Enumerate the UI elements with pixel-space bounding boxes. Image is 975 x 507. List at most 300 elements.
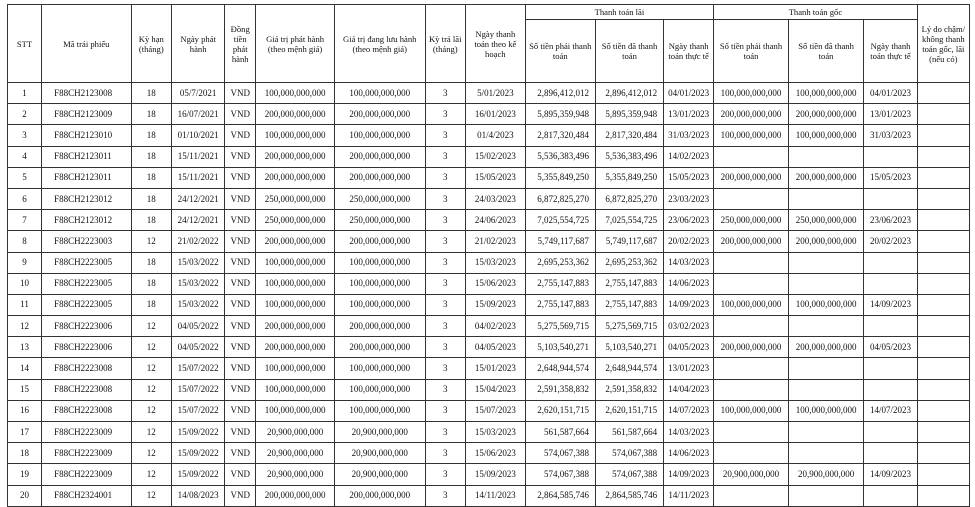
cell-delay-reason [917,210,969,231]
header-currency: Đồng tiền phát hành [225,5,256,83]
cell-outstanding-value: 100,000,000,000 [334,400,425,421]
cell-issue-value: 100,000,000,000 [256,358,335,379]
cell-stt: 9 [8,252,42,273]
cell-term: 12 [131,485,171,506]
table-row [8,464,970,485]
cell-term: 12 [131,231,171,252]
cell-interest-actual-date: 04/05/2023 [664,337,714,358]
cell-interest-actual-date: 14/02/2023 [664,146,714,167]
cell-issue-value: 200,000,000,000 [256,337,335,358]
cell-outstanding-value: 20,900,000,000 [334,443,425,464]
cell-outstanding-value: 200,000,000,000 [334,167,425,188]
cell-outstanding-value: 100,000,000,000 [334,125,425,146]
cell-interest-paid: 2,755,147,883 [595,273,663,294]
cell-stt: 5 [8,167,42,188]
cell-principal-payable [714,358,789,379]
cell-currency: VND [225,231,256,252]
cell-delay-reason [917,125,969,146]
cell-stt: 20 [8,485,42,506]
cell-principal-actual-date: 15/05/2023 [864,167,917,188]
cell-bond-code: F88CH2123008 [42,83,131,104]
cell-term: 12 [131,400,171,421]
cell-principal-paid: 20,900,000,000 [788,464,864,485]
cell-stt: 2 [8,104,42,125]
cell-principal-paid [788,422,864,443]
cell-interest-paid: 2,817,320,484 [595,125,663,146]
cell-issue-value: 100,000,000,000 [256,273,335,294]
cell-bond-code: F88CH2223009 [42,464,131,485]
cell-bond-code: F88CH2223006 [42,337,131,358]
cell-interest-period: 3 [425,104,465,125]
cell-bond-code: F88CH2223009 [42,443,131,464]
cell-issue-date: 15/03/2022 [172,273,225,294]
cell-interest-payable: 7,025,554,725 [525,210,595,231]
header-principal-actual-date: Ngày thanh toán thực tế [864,20,917,83]
cell-interest-period: 3 [425,358,465,379]
cell-principal-actual-date [864,316,917,337]
table-body [8,83,970,507]
cell-principal-paid [788,146,864,167]
cell-bond-code: F88CH2223006 [42,316,131,337]
cell-delay-reason [917,104,969,125]
cell-interest-period: 3 [425,422,465,443]
cell-planned-date: 15/06/2023 [466,443,526,464]
cell-principal-actual-date: 13/01/2023 [864,104,917,125]
cell-bond-code: F88CH2223008 [42,358,131,379]
cell-interest-actual-date: 31/03/2023 [664,125,714,146]
cell-term: 18 [131,188,171,209]
cell-stt: 6 [8,188,42,209]
cell-bond-code: F88CH2123011 [42,146,131,167]
cell-issue-date: 04/05/2022 [172,316,225,337]
cell-currency: VND [225,294,256,315]
cell-bond-code: F88CH2123009 [42,104,131,125]
cell-principal-actual-date [864,188,917,209]
cell-currency: VND [225,379,256,400]
cell-currency: VND [225,252,256,273]
cell-delay-reason [917,146,969,167]
cell-interest-period: 3 [425,273,465,294]
header-principal-paid: Số tiền đã thanh toán [788,20,864,83]
cell-bond-code: F88CH2223009 [42,422,131,443]
cell-principal-actual-date: 14/07/2023 [864,400,917,421]
cell-interest-paid: 574,067,388 [595,443,663,464]
cell-interest-payable: 6,872,825,270 [525,188,595,209]
cell-outstanding-value: 200,000,000,000 [334,104,425,125]
cell-issue-date: 15/03/2022 [172,294,225,315]
cell-issue-value: 200,000,000,000 [256,316,335,337]
cell-interest-period: 3 [425,252,465,273]
cell-currency: VND [225,188,256,209]
cell-bond-code: F88CH2223008 [42,379,131,400]
table-row [8,337,970,358]
cell-principal-actual-date: 31/03/2023 [864,125,917,146]
cell-delay-reason [917,337,969,358]
cell-interest-payable: 2,755,147,883 [525,273,595,294]
cell-principal-paid [788,443,864,464]
cell-issue-date: 15/07/2022 [172,400,225,421]
cell-principal-actual-date: 04/01/2023 [864,83,917,104]
cell-currency: VND [225,167,256,188]
cell-planned-date: 15/03/2023 [466,252,526,273]
cell-issue-date: 15/11/2021 [172,167,225,188]
cell-interest-actual-date: 14/03/2023 [664,252,714,273]
cell-bond-code: F88CH2123010 [42,125,131,146]
cell-issue-value: 20,900,000,000 [256,422,335,443]
cell-term: 12 [131,464,171,485]
table-row [8,422,970,443]
header-issue-value: Giá trị phát hành (theo mệnh giá) [256,5,335,83]
cell-interest-period: 3 [425,294,465,315]
cell-currency: VND [225,464,256,485]
cell-interest-actual-date: 14/06/2023 [664,443,714,464]
cell-issue-date: 15/07/2022 [172,379,225,400]
cell-interest-paid: 5,103,540,271 [595,337,663,358]
cell-bond-code: F88CH2123011 [42,167,131,188]
cell-principal-payable [714,422,789,443]
cell-currency: VND [225,125,256,146]
table-row [8,485,970,506]
cell-issue-value: 100,000,000,000 [256,83,335,104]
table-row [8,358,970,379]
cell-outstanding-value: 200,000,000,000 [334,337,425,358]
cell-interest-actual-date: 14/07/2023 [664,400,714,421]
cell-delay-reason [917,273,969,294]
cell-principal-actual-date [864,146,917,167]
cell-stt: 7 [8,210,42,231]
cell-planned-date: 15/05/2023 [466,167,526,188]
cell-interest-payable: 2,864,585,746 [525,485,595,506]
cell-principal-paid [788,358,864,379]
cell-interest-payable: 574,067,388 [525,464,595,485]
table-row [8,188,970,209]
cell-currency: VND [225,358,256,379]
cell-interest-paid: 2,896,412,012 [595,83,663,104]
cell-principal-paid: 250,000,000,000 [788,210,864,231]
cell-currency: VND [225,337,256,358]
cell-bond-code: F88CH2223003 [42,231,131,252]
cell-stt: 17 [8,422,42,443]
cell-principal-payable [714,252,789,273]
cell-principal-actual-date [864,252,917,273]
cell-interest-payable: 2,896,412,012 [525,83,595,104]
cell-outstanding-value: 100,000,000,000 [334,379,425,400]
cell-delay-reason [917,316,969,337]
cell-currency: VND [225,316,256,337]
cell-interest-period: 3 [425,316,465,337]
cell-interest-period: 3 [425,83,465,104]
cell-principal-actual-date: 04/05/2023 [864,337,917,358]
cell-outstanding-value: 200,000,000,000 [334,231,425,252]
header-principal-payable: Số tiền phải thanh toán [714,20,789,83]
table-row [8,167,970,188]
cell-interest-actual-date: 23/06/2023 [664,210,714,231]
table-row [8,400,970,421]
table-row [8,104,970,125]
cell-principal-payable: 250,000,000,000 [714,210,789,231]
cell-principal-paid [788,379,864,400]
cell-principal-payable [714,316,789,337]
cell-bond-code: F88CH2123012 [42,210,131,231]
cell-outstanding-value: 250,000,000,000 [334,210,425,231]
header-interest-actual-date: Ngày thanh toán thực tế [664,20,714,83]
cell-interest-payable: 2,648,944,574 [525,358,595,379]
cell-interest-payable: 5,895,359,948 [525,104,595,125]
cell-delay-reason [917,83,969,104]
cell-issue-date: 15/03/2022 [172,252,225,273]
cell-principal-payable: 100,000,000,000 [714,294,789,315]
cell-interest-paid: 2,864,585,746 [595,485,663,506]
cell-term: 12 [131,379,171,400]
cell-planned-date: 15/02/2023 [466,146,526,167]
cell-planned-date: 15/09/2023 [466,464,526,485]
cell-principal-payable: 200,000,000,000 [714,337,789,358]
cell-stt: 15 [8,379,42,400]
cell-issue-value: 250,000,000,000 [256,210,335,231]
cell-interest-period: 3 [425,125,465,146]
cell-stt: 12 [8,316,42,337]
cell-interest-payable: 2,591,358,832 [525,379,595,400]
cell-planned-date: 21/02/2023 [466,231,526,252]
table-row [8,273,970,294]
cell-interest-period: 3 [425,337,465,358]
cell-stt: 18 [8,443,42,464]
cell-bond-code: F88CH2223005 [42,252,131,273]
cell-principal-payable: 100,000,000,000 [714,83,789,104]
cell-term: 12 [131,358,171,379]
cell-issue-value: 200,000,000,000 [256,104,335,125]
cell-principal-paid: 200,000,000,000 [788,337,864,358]
cell-interest-actual-date: 14/04/2023 [664,379,714,400]
cell-principal-actual-date [864,422,917,443]
cell-term: 12 [131,316,171,337]
cell-planned-date: 15/06/2023 [466,273,526,294]
cell-interest-payable: 2,755,147,883 [525,294,595,315]
cell-currency: VND [225,210,256,231]
cell-delay-reason [917,231,969,252]
cell-interest-paid: 5,275,569,715 [595,316,663,337]
cell-interest-paid: 2,620,151,715 [595,400,663,421]
cell-outstanding-value: 100,000,000,000 [334,83,425,104]
cell-principal-actual-date [864,485,917,506]
cell-issue-date: 15/11/2021 [172,146,225,167]
cell-principal-payable: 20,900,000,000 [714,464,789,485]
cell-issue-date: 24/12/2021 [172,210,225,231]
cell-bond-code: F88CH2223005 [42,273,131,294]
cell-delay-reason [917,167,969,188]
cell-issue-value: 200,000,000,000 [256,231,335,252]
cell-principal-payable [714,485,789,506]
table-row [8,379,970,400]
cell-interest-payable: 5,275,569,715 [525,316,595,337]
cell-principal-payable [714,188,789,209]
cell-principal-paid [788,485,864,506]
cell-issue-value: 100,000,000,000 [256,125,335,146]
cell-principal-payable: 100,000,000,000 [714,400,789,421]
cell-interest-actual-date: 13/01/2023 [664,358,714,379]
cell-interest-paid: 574,067,388 [595,464,663,485]
cell-stt: 13 [8,337,42,358]
cell-principal-actual-date: 14/09/2023 [864,294,917,315]
cell-principal-paid: 100,000,000,000 [788,400,864,421]
cell-planned-date: 16/01/2023 [466,104,526,125]
cell-interest-payable: 2,695,253,362 [525,252,595,273]
cell-principal-payable [714,273,789,294]
cell-stt: 3 [8,125,42,146]
cell-term: 12 [131,422,171,443]
cell-interest-period: 3 [425,400,465,421]
cell-delay-reason [917,188,969,209]
cell-interest-period: 3 [425,146,465,167]
cell-principal-payable [714,146,789,167]
cell-issue-date: 16/07/2021 [172,104,225,125]
cell-interest-actual-date: 23/03/2023 [664,188,714,209]
cell-bond-code: F88CH2123012 [42,188,131,209]
cell-planned-date: 04/02/2023 [466,316,526,337]
cell-planned-date: 14/11/2023 [466,485,526,506]
cell-planned-date: 15/07/2023 [466,400,526,421]
cell-currency: VND [225,422,256,443]
cell-principal-payable: 200,000,000,000 [714,231,789,252]
cell-interest-payable: 5,749,117,687 [525,231,595,252]
cell-stt: 1 [8,83,42,104]
cell-outstanding-value: 250,000,000,000 [334,188,425,209]
cell-interest-paid: 7,025,554,725 [595,210,663,231]
cell-currency: VND [225,400,256,421]
cell-interest-payable: 2,817,320,484 [525,125,595,146]
cell-delay-reason [917,358,969,379]
cell-issue-date: 15/09/2022 [172,464,225,485]
cell-stt: 19 [8,464,42,485]
cell-issue-date: 21/02/2022 [172,231,225,252]
cell-principal-payable [714,443,789,464]
cell-interest-paid: 5,536,383,496 [595,146,663,167]
cell-outstanding-value: 100,000,000,000 [334,358,425,379]
cell-stt: 16 [8,400,42,421]
cell-principal-actual-date: 23/06/2023 [864,210,917,231]
cell-issue-value: 20,900,000,000 [256,464,335,485]
cell-bond-code: F88CH2324001 [42,485,131,506]
cell-principal-actual-date [864,443,917,464]
table-row [8,294,970,315]
header-issue-date: Ngày phát hành [172,5,225,83]
cell-planned-date: 15/01/2023 [466,358,526,379]
cell-interest-actual-date: 15/05/2023 [664,167,714,188]
cell-interest-period: 3 [425,210,465,231]
cell-interest-paid: 2,695,253,362 [595,252,663,273]
cell-planned-date: 15/04/2023 [466,379,526,400]
cell-interest-paid: 5,355,849,250 [595,167,663,188]
cell-interest-period: 3 [425,485,465,506]
cell-planned-date: 24/03/2023 [466,188,526,209]
cell-term: 18 [131,167,171,188]
cell-term: 18 [131,104,171,125]
cell-delay-reason [917,464,969,485]
cell-issue-value: 200,000,000,000 [256,167,335,188]
cell-outstanding-value: 200,000,000,000 [334,316,425,337]
cell-stt: 8 [8,231,42,252]
cell-principal-payable: 200,000,000,000 [714,167,789,188]
cell-principal-paid [788,188,864,209]
table-row [8,83,970,104]
cell-outstanding-value: 200,000,000,000 [334,146,425,167]
cell-principal-paid [788,252,864,273]
cell-currency: VND [225,485,256,506]
cell-planned-date: 01/4/2023 [466,125,526,146]
header-principal-payment: Thanh toán gốc [714,5,917,20]
cell-interest-actual-date: 14/06/2023 [664,273,714,294]
cell-interest-paid: 5,749,117,687 [595,231,663,252]
table-row [8,252,970,273]
header-interest-paid: Số tiền đã thanh toán [595,20,663,83]
cell-interest-actual-date: 14/09/2023 [664,464,714,485]
cell-term: 18 [131,252,171,273]
cell-outstanding-value: 20,900,000,000 [334,464,425,485]
bond-payment-table [7,4,970,507]
cell-principal-actual-date [864,358,917,379]
cell-interest-paid: 6,872,825,270 [595,188,663,209]
cell-issue-date: 04/05/2022 [172,337,225,358]
cell-interest-payable: 5,355,849,250 [525,167,595,188]
cell-interest-period: 3 [425,464,465,485]
cell-currency: VND [225,273,256,294]
header-delay-reason: Lý do chậm/ không thanh toán gốc, lãi (nếu có) [917,5,969,83]
cell-term: 18 [131,273,171,294]
cell-stt: 4 [8,146,42,167]
table-row [8,146,970,167]
cell-principal-payable: 200,000,000,000 [714,104,789,125]
cell-interest-payable: 5,536,383,496 [525,146,595,167]
header-stt: STT [8,5,42,83]
table-row [8,443,970,464]
cell-issue-date: 15/09/2022 [172,443,225,464]
cell-planned-date: 15/09/2023 [466,294,526,315]
cell-interest-period: 3 [425,167,465,188]
cell-principal-paid: 200,000,000,000 [788,104,864,125]
table-row [8,231,970,252]
cell-issue-date: 15/07/2022 [172,358,225,379]
cell-interest-actual-date: 14/09/2023 [664,294,714,315]
cell-currency: VND [225,104,256,125]
cell-interest-paid: 2,648,944,574 [595,358,663,379]
cell-issue-value: 200,000,000,000 [256,485,335,506]
cell-term: 18 [131,125,171,146]
cell-issue-value: 100,000,000,000 [256,294,335,315]
cell-principal-payable: 100,000,000,000 [714,125,789,146]
cell-principal-payable [714,379,789,400]
cell-principal-paid: 200,000,000,000 [788,167,864,188]
cell-planned-date: 5/01/2023 [466,83,526,104]
cell-interest-period: 3 [425,443,465,464]
cell-delay-reason [917,294,969,315]
header-interest-period: Kỳ trả lãi (tháng) [425,5,465,83]
cell-interest-paid: 2,755,147,883 [595,294,663,315]
cell-term: 18 [131,210,171,231]
cell-term: 18 [131,294,171,315]
cell-issue-value: 100,000,000,000 [256,379,335,400]
cell-stt: 11 [8,294,42,315]
cell-issue-value: 100,000,000,000 [256,252,335,273]
cell-interest-period: 3 [425,379,465,400]
cell-principal-paid [788,316,864,337]
cell-interest-period: 3 [425,231,465,252]
cell-principal-paid: 100,000,000,000 [788,125,864,146]
cell-planned-date: 24/06/2023 [466,210,526,231]
cell-outstanding-value: 20,900,000,000 [334,422,425,443]
header-term: Kỳ hạn (tháng) [131,5,171,83]
cell-interest-actual-date: 14/03/2023 [664,422,714,443]
cell-principal-actual-date [864,379,917,400]
